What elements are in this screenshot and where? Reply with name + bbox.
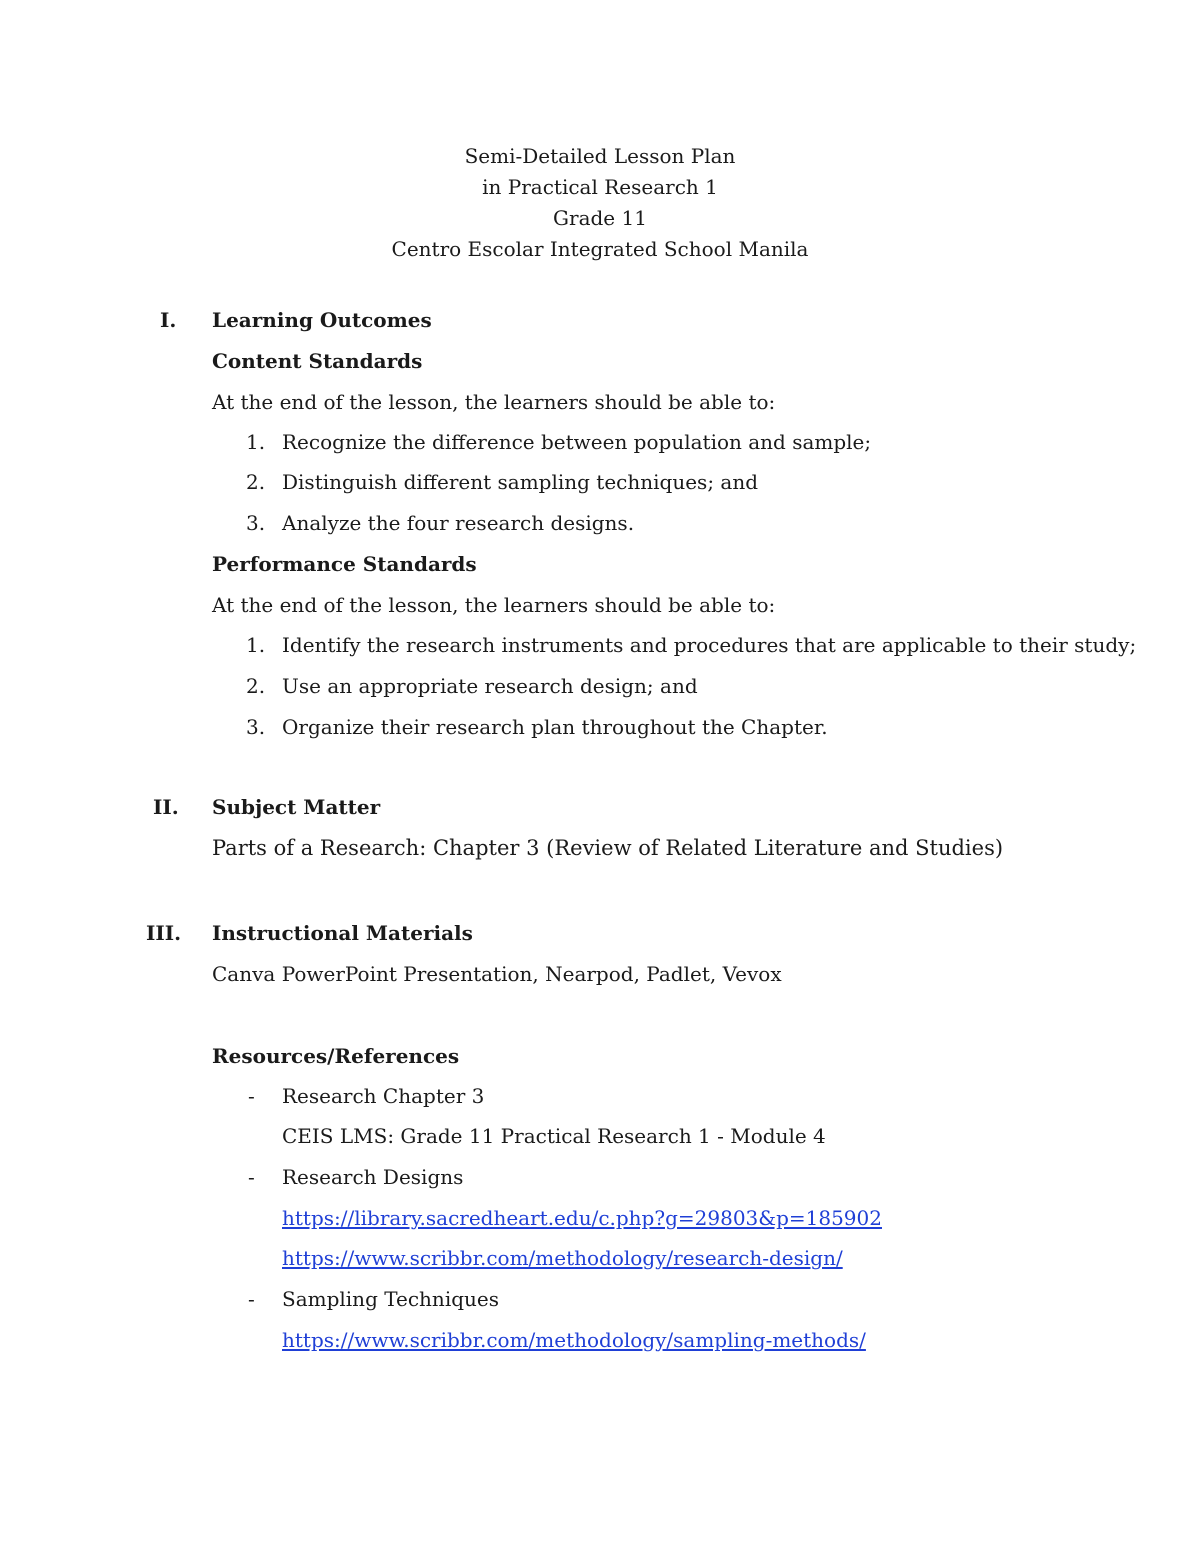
instructional-materials-body: Canva PowerPoint Presentation, Nearpod, Padlet, Vevox xyxy=(212,962,782,986)
section-title-instructional-materials: Instructional Materials xyxy=(212,921,473,945)
resource-title: Sampling Techniques xyxy=(282,1287,499,1311)
list-dash: - xyxy=(248,1165,255,1189)
resource-subtitle: CEIS LMS: Grade 11 Practical Research 1 - Module 4 xyxy=(282,1124,826,1148)
list-number: 3. xyxy=(246,511,266,535)
resource-link-scribbr-research-design[interactable]: https://www.scribbr.com/methodology/research-design/ xyxy=(282,1246,843,1270)
resources-heading: Resources/References xyxy=(212,1044,460,1068)
subject-matter-body: Parts of a Research: Chapter 3 (Review of Related Literature and Studies) xyxy=(212,836,1004,860)
list-item: Analyze the four research designs. xyxy=(282,511,635,535)
resource-link-sacredheart[interactable]: https://library.sacredheart.edu/c.php?g=29803&p=185902 xyxy=(282,1206,882,1230)
doc-title-line3: Grade 11 xyxy=(553,206,647,230)
resource-title: Research Designs xyxy=(282,1165,464,1189)
resource-title: Research Chapter 3 xyxy=(282,1084,485,1108)
list-item: Recognize the difference between population and sample; xyxy=(282,430,872,454)
doc-title-line1: Semi-Detailed Lesson Plan xyxy=(464,144,736,168)
content-standards-intro: At the end of the lesson, the learners should be able to: xyxy=(212,390,776,414)
performance-standards-intro: At the end of the lesson, the learners should be able to: xyxy=(212,593,776,617)
list-dash: - xyxy=(248,1287,255,1311)
doc-title-line4: Centro Escolar Integrated School Manila xyxy=(391,237,809,261)
section-numeral-2: II. xyxy=(153,795,179,819)
list-number: 1. xyxy=(246,430,266,454)
list-dash: - xyxy=(248,1084,255,1108)
list-item: Distinguish different sampling techniques; and xyxy=(282,470,759,494)
performance-standards-heading: Performance Standards xyxy=(212,552,477,576)
section-numeral-1: I. xyxy=(160,308,177,332)
list-number: 2. xyxy=(246,674,266,698)
resource-link-scribbr-sampling-methods[interactable]: https://www.scribbr.com/methodology/sampling-methods/ xyxy=(282,1328,866,1352)
list-number: 2. xyxy=(246,470,266,494)
list-number: 1. xyxy=(246,633,266,657)
section-numeral-3: III. xyxy=(146,921,182,945)
list-item: Identify the research instruments and procedures that are applicable to their study; xyxy=(282,633,1137,657)
content-standards-heading: Content Standards xyxy=(212,349,423,373)
doc-title-line2: in Practical Research 1 xyxy=(482,175,718,199)
list-item: Use an appropriate research design; and xyxy=(282,674,698,698)
list-number: 3. xyxy=(246,715,266,739)
section-title-subject-matter: Subject Matter xyxy=(212,795,381,819)
list-item: Organize their research plan throughout the Chapter. xyxy=(282,715,828,739)
section-title-learning-outcomes: Learning Outcomes xyxy=(212,308,432,332)
